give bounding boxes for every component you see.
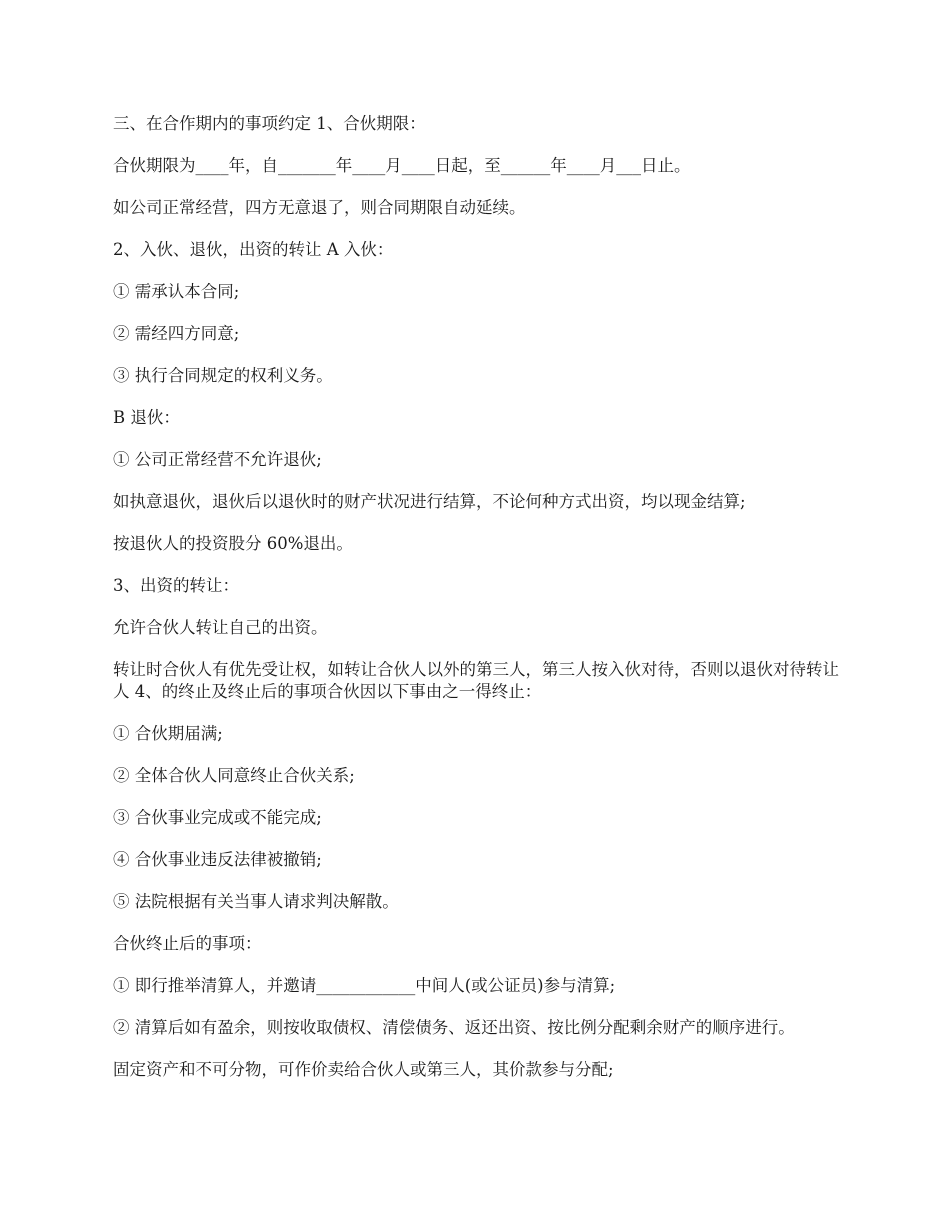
paragraph-fixed-assets: 固定资产和不可分物，可作价卖给合伙人或第三人，其价款参与分配; xyxy=(113,1060,614,1079)
list-item-join-3: ③ 执行合同规定的权利义务。 xyxy=(113,366,333,385)
paragraph-term-dates: 合伙期限为____年，自_______年____月____日起，至______年____月___日止。 xyxy=(113,156,691,175)
list-item-join-2: ② 需经四方同意; xyxy=(113,324,240,343)
list-item-join-1: ① 需承认本合同; xyxy=(113,282,240,301)
document-body xyxy=(113,113,841,1101)
list-item-exit-1: ① 公司正常经营不允许退伙; xyxy=(113,450,322,469)
paragraph-auto-renew: 如公司正常经营，四方无意退了，则合同期限自动延续。 xyxy=(113,198,526,217)
list-item-termination-4: ④ 合伙事业违反法律被撤销; xyxy=(113,850,322,869)
list-item-termination-3: ③ 合伙事业完成或不能完成; xyxy=(113,808,322,827)
list-item-termination-2: ② 全体合伙人同意终止合伙关系; xyxy=(113,766,355,785)
section-heading-transfer: 3、出资的转让： xyxy=(113,576,239,595)
section-heading-term: 三、在合作期内的事项约定 1、合伙期限： xyxy=(113,114,426,133)
paragraph-transfer-allowed: 允许合伙人转让自己的出资。 xyxy=(113,618,328,637)
list-item-termination-1: ① 合伙期届满; xyxy=(113,724,223,743)
list-item-after-2: ② 清算后如有盈余，则按收取债权、清偿债务、返还出资、按比例分配剩余财产的顺序进行。 xyxy=(113,1018,795,1037)
list-item-after-1: ① 即行推举清算人，并邀请____________中间人(或公证员)参与清算; xyxy=(113,976,616,995)
paragraph-transfer-priority: 转让时合伙人有优先受让权，如转让合伙人以外的第三人，第三人按入伙对待，否则以退伙对待转让人 4、的终止及终止后的事项合伙因以下事由之一得终止： xyxy=(113,660,839,701)
subheading-exit: B 退伙： xyxy=(113,408,180,427)
paragraph-exit-settlement: 如执意退伙，退伙后以退伙时的财产状况进行结算，不论何种方式出资，均以现金结算; xyxy=(113,492,746,511)
paragraph-exit-share: 按退伙人的投资股分 60%退出。 xyxy=(113,534,353,553)
list-item-termination-5: ⑤ 法院根据有关当事人请求判决解散。 xyxy=(113,892,399,911)
section-heading-join-exit: 2、入伙、退伙，出资的转让 A 入伙： xyxy=(113,240,394,259)
subheading-after-termination: 合伙终止后的事项： xyxy=(113,934,262,953)
